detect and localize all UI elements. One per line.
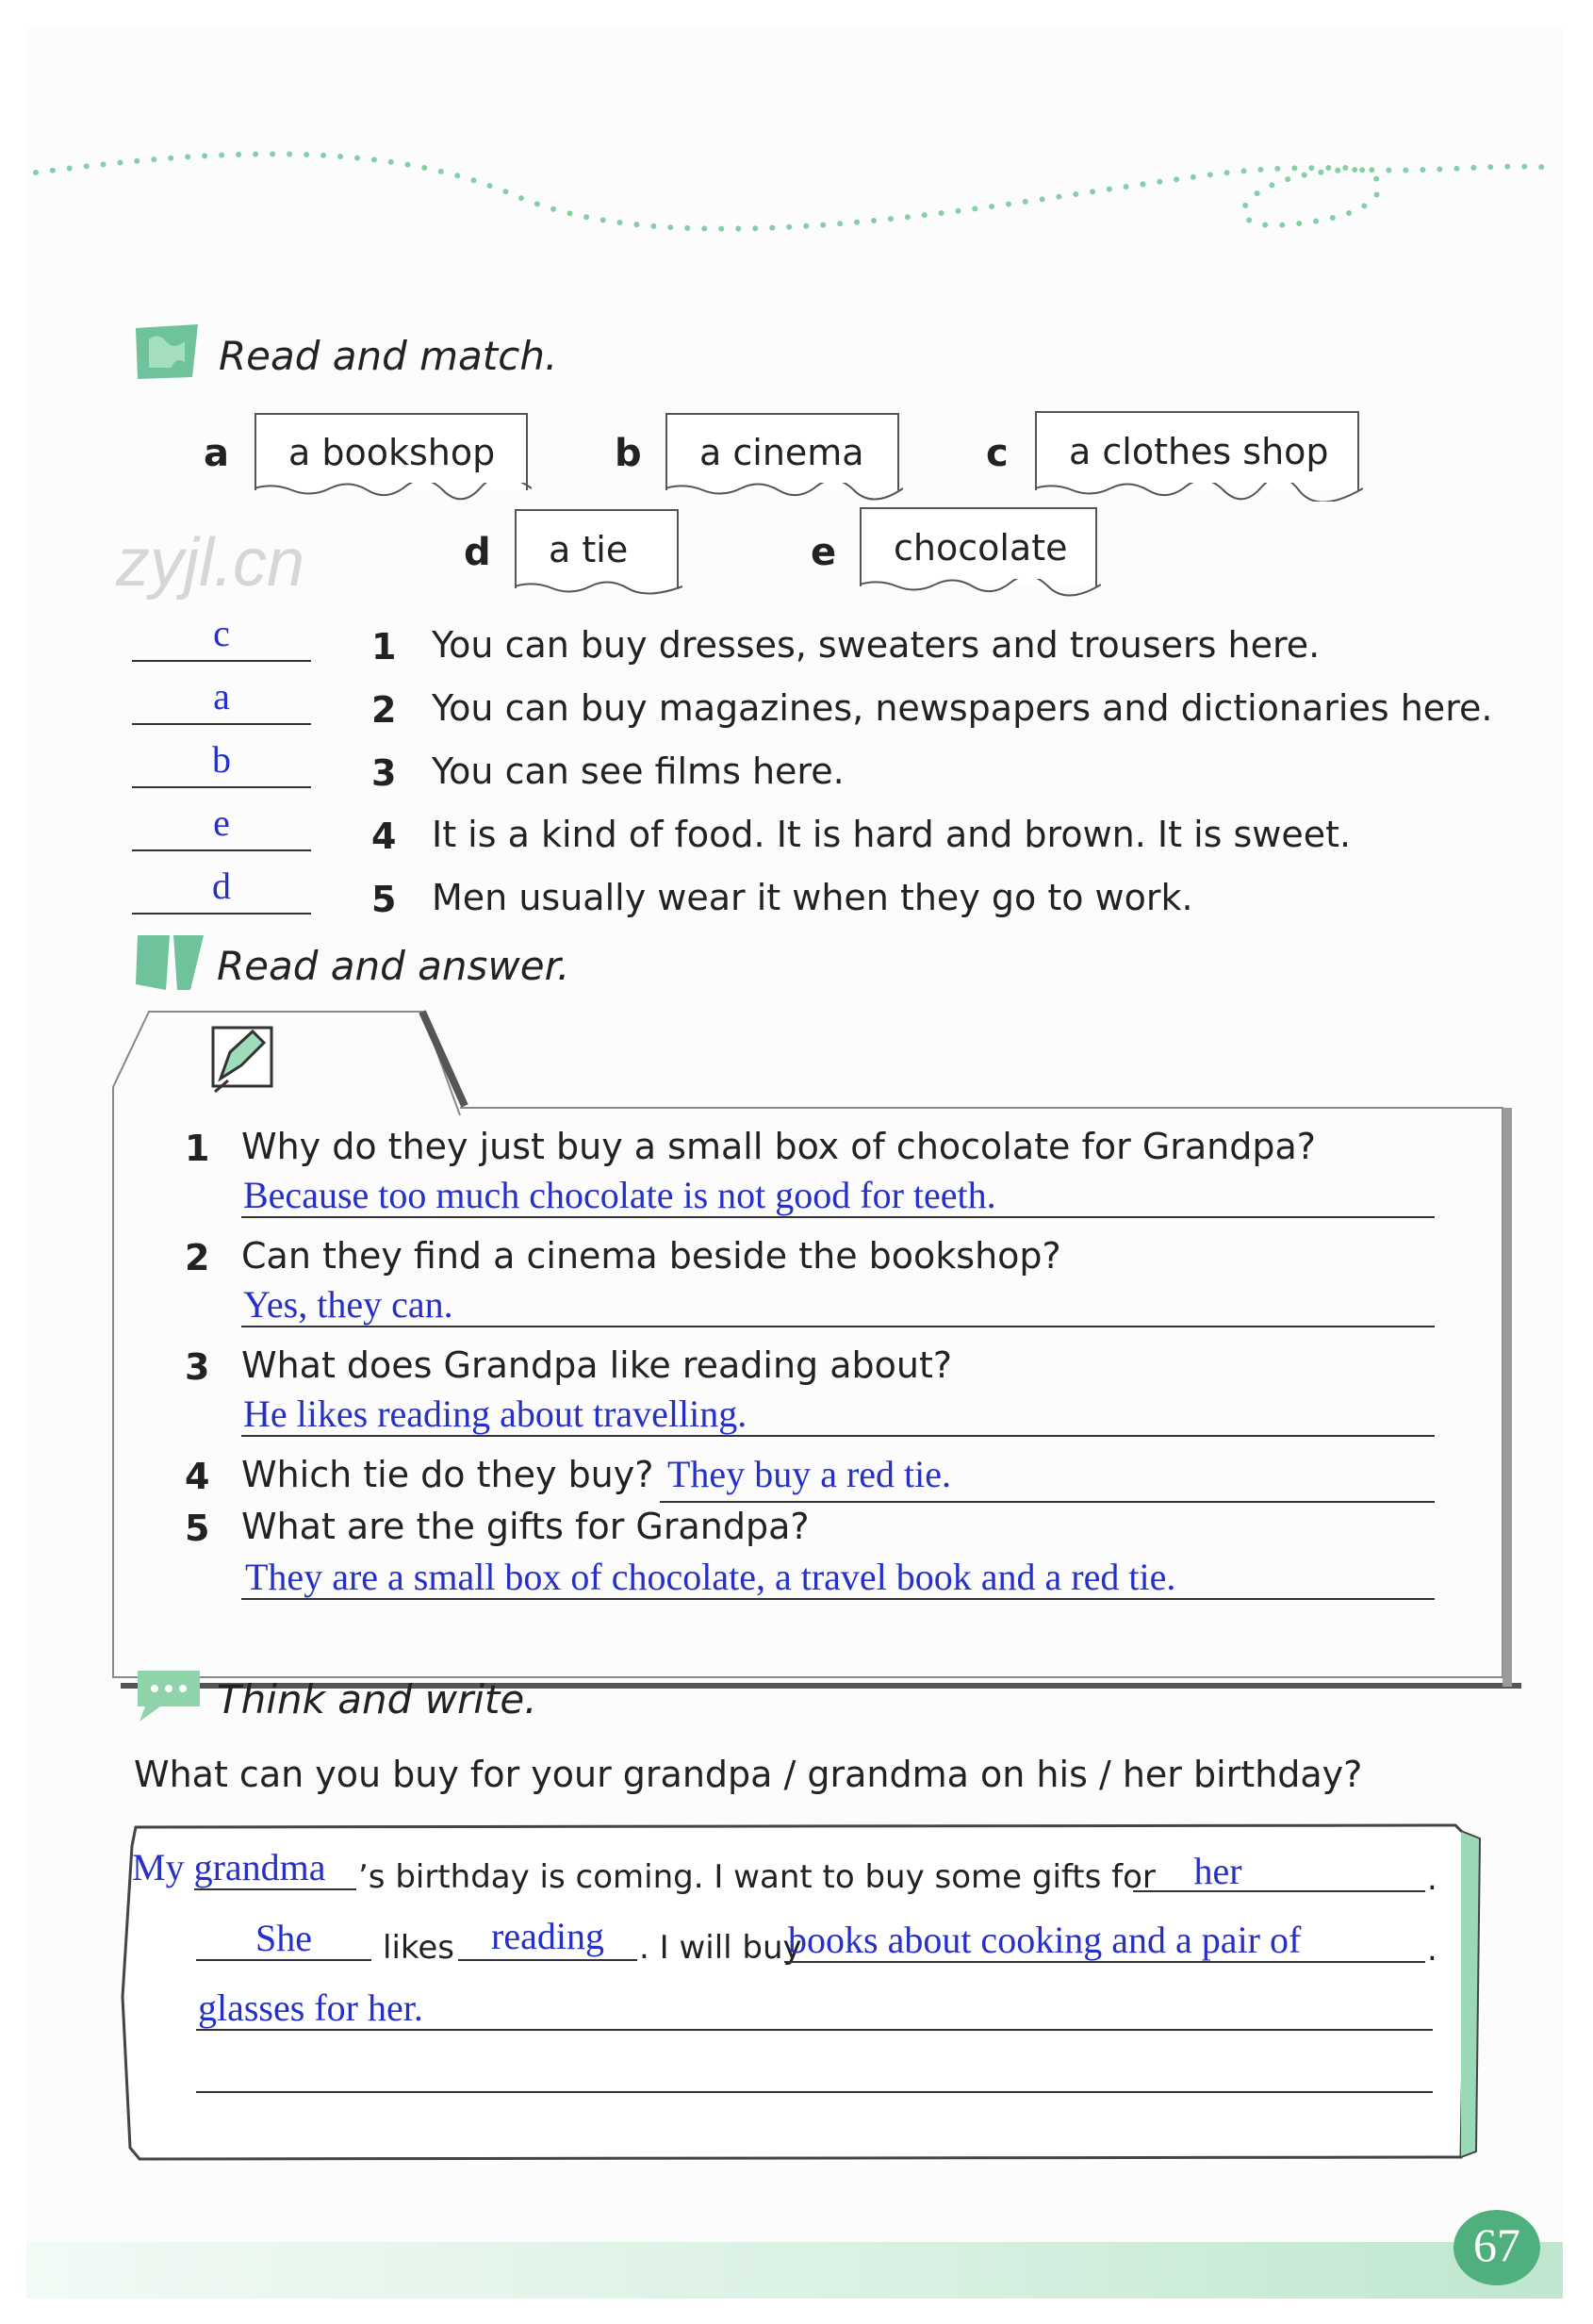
bookmark-icon (132, 931, 207, 994)
blank-text: her (1193, 1850, 1242, 1892)
torn-edge-icon (255, 483, 532, 502)
bottom-green-band (26, 2242, 1563, 2299)
answer-text: They buy a red tie. (667, 1453, 951, 1495)
question-number: 1 (185, 1128, 210, 1169)
write-section-title: Think and write. (217, 1676, 537, 1722)
option-box-b (665, 413, 899, 490)
option-text-e: chocolate (894, 527, 1068, 569)
option-box-e (860, 507, 1097, 586)
option-box-a (255, 413, 528, 490)
option-letter-d: d (464, 531, 491, 574)
blank-line[interactable] (196, 2091, 1433, 2093)
item-text: You can see films here. (432, 750, 845, 792)
workbook-page (26, 26, 1563, 2299)
writing-line-3 (132, 1972, 1452, 2038)
answer-text: He likes reading about travelling. (243, 1393, 747, 1435)
question-text: Can they find a cinema beside the bookshop? (241, 1235, 1061, 1277)
answer-value: d (212, 865, 231, 907)
period-text: . (1427, 1931, 1437, 1969)
sentence-text: likes (383, 1929, 455, 1967)
option-text-c: a clothes shop (1069, 431, 1329, 472)
question-2 (168, 1229, 1469, 1333)
dotted-wave-decoration (26, 102, 1563, 253)
answer-line[interactable] (132, 786, 311, 788)
answer-value: b (212, 738, 231, 781)
option-letter-e: e (811, 531, 837, 574)
answer-value: a (213, 675, 230, 717)
match-item-3 (132, 737, 1546, 794)
item-number: 5 (371, 879, 397, 920)
sentence-text: . I will buy (639, 1929, 802, 1967)
pencil-note-icon (209, 1024, 277, 1096)
option-letter-a: a (204, 432, 229, 475)
item-text: It is a kind of food. It is hard and brown. It is sweet. (432, 814, 1352, 855)
answer-line[interactable] (132, 723, 311, 725)
torn-edge-icon (515, 581, 682, 600)
option-letter-b: b (615, 432, 642, 475)
match-item-4 (132, 800, 1546, 857)
question-text: Which tie do they buy? (241, 1454, 654, 1495)
option-box-d (515, 509, 679, 588)
answer-line[interactable] (132, 849, 311, 851)
option-box-c (1035, 411, 1359, 490)
item-number: 3 (371, 752, 397, 794)
answer-text: Because too much chocolate is not good for teeth. (243, 1174, 996, 1216)
question-number: 3 (185, 1346, 210, 1388)
question-text: What are the gifts for Grandpa? (241, 1506, 810, 1547)
item-text: You can buy dresses, sweaters and trousers here. (432, 624, 1321, 666)
question-number: 4 (185, 1456, 210, 1497)
answer-value: c (213, 612, 230, 654)
page-number: 67 (1473, 2218, 1520, 2271)
item-number: 2 (371, 689, 397, 731)
watermark: zyjl.cn (116, 525, 305, 601)
blank-text: books about cooking and a pair of (788, 1919, 1302, 1961)
option-text-a: a bookshop (288, 432, 496, 473)
speech-bubble-icon (132, 1663, 209, 1727)
puzzle-icon (132, 321, 204, 383)
torn-edge-icon (1035, 483, 1363, 502)
match-section-title: Read and match. (219, 333, 558, 379)
answer-section-title: Read and answer. (217, 943, 570, 989)
blank-line[interactable] (458, 1959, 637, 1961)
item-number: 4 (371, 816, 397, 857)
blank-text: glasses for her. (198, 1986, 423, 2029)
question-3 (168, 1339, 1469, 1442)
question-text: Why do they just buy a small box of chocolate for Grandpa? (241, 1126, 1316, 1167)
question-text: What does Grandpa like reading about? (241, 1344, 953, 1386)
option-letter-c: c (986, 432, 1009, 475)
option-text-b: a cinema (699, 432, 864, 473)
answer-value: e (213, 801, 230, 844)
blank-text: My grandma (132, 1846, 326, 1888)
item-text: You can buy magazines, newspapers and dictionaries here. (432, 687, 1493, 729)
match-item-2 (132, 674, 1546, 731)
question-5 (168, 1500, 1469, 1632)
question-number: 2 (185, 1237, 210, 1278)
writing-line-2 (132, 1903, 1452, 1969)
torn-edge-icon (860, 579, 1101, 598)
answer-line[interactable] (132, 913, 311, 915)
item-text: Men usually wear it when they go to work. (432, 877, 1193, 918)
blank-text: reading (491, 1915, 604, 1957)
option-text-d: a tie (549, 529, 629, 570)
match-item-1 (132, 611, 1546, 668)
sentence-text: ’s birthday is coming. I want to buy some gifts for (358, 1858, 1156, 1896)
item-number: 1 (371, 626, 397, 668)
answer-text: They are a small box of chocolate, a travel book and a red tie. (245, 1556, 1176, 1598)
writing-line-1 (132, 1832, 1452, 1898)
blank-text: She (255, 1917, 312, 1959)
question-number: 5 (185, 1508, 210, 1549)
write-prompt: What can you buy for your grandpa / grandma on his / her birthday? (134, 1754, 1363, 1795)
writing-line-4 (132, 2040, 1452, 2106)
torn-edge-icon (665, 483, 903, 502)
period-text: . (1427, 1860, 1437, 1898)
answer-line[interactable] (132, 660, 311, 662)
match-item-5 (132, 864, 1546, 920)
answer-text: Yes, they can. (243, 1283, 453, 1326)
question-1 (168, 1120, 1469, 1224)
